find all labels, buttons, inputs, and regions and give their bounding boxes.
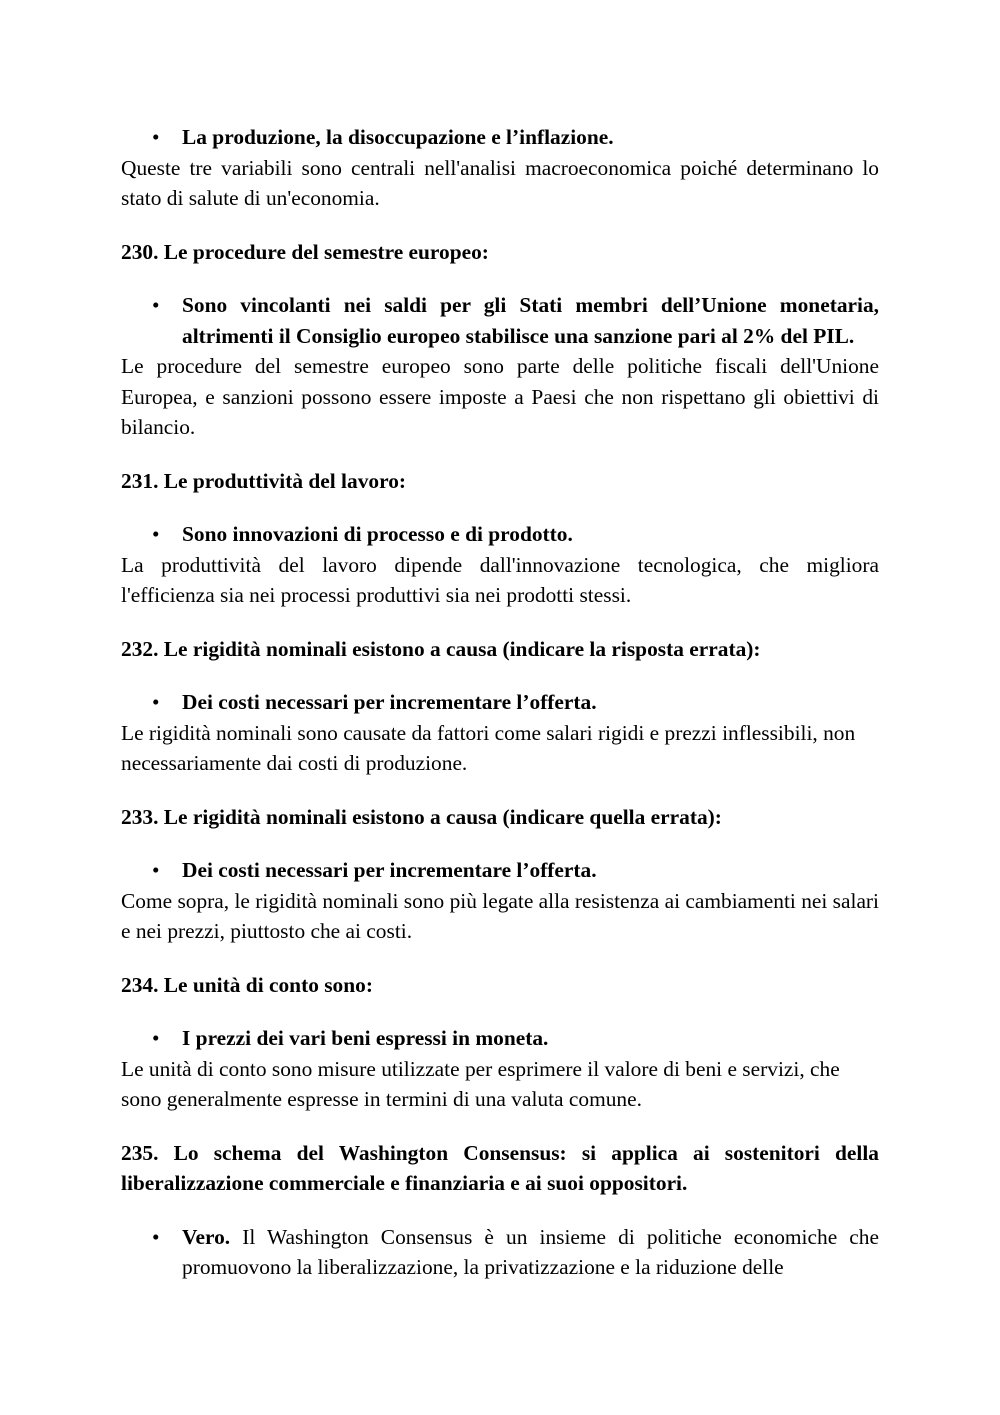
question-234: 234. Le unità di conto sono: <box>121 972 373 997</box>
question-230: 230. Le procedure del semestre europeo: <box>121 239 489 264</box>
answer-item-232 <box>121 687 879 718</box>
bullet-icon: • <box>152 1224 160 1249</box>
bullet-icon: • <box>152 690 160 714</box>
question-231: 231. Le produttività del lavoro: <box>121 468 407 493</box>
explanation-232: Le rigidità nominali sono causate da fattori come salari rigidi e prezzi inflessibili, non necessariamente dai costi di produzione. <box>121 720 856 775</box>
answer-text: Dei costi necessari per incrementare l’offerta. <box>182 690 597 714</box>
question-232: 232. Le rigidità nominali esistono a causa (indicare la risposta errata): <box>121 636 761 661</box>
answer-item-235 <box>121 1222 879 1283</box>
bullet-icon: • <box>152 858 160 882</box>
answer-item-intro <box>121 122 879 153</box>
answer-text: Sono innovazioni di processo e di prodotto. <box>182 522 573 546</box>
document-body <box>121 122 879 1283</box>
explanation-235: Il Washington Consensus è un insieme di politiche economiche che promuovono la liberalizzazione, la privatizzazione e la riduzione delle <box>182 1224 879 1279</box>
answer-item-234 <box>121 1023 879 1054</box>
explanation-intro: Queste tre variabili sono centrali nell'analisi macroeconomica poiché determinano lo stato di salute di un'economia. <box>121 155 879 210</box>
answer-item-233 <box>121 855 879 886</box>
explanation-231: La produttività del lavoro dipende dall'innovazione tecnologica, che migliora l'efficienza sia nei processi produttivi sia nei prodotti stessi. <box>121 552 879 607</box>
explanation-230: Le procedure del semestre europeo sono parte delle politiche fiscali dell'Unione Europea, e sanzioni possono essere imposte a Paesi che non rispettano gli obiettivi di bilancio. <box>121 354 879 439</box>
bullet-icon: • <box>152 522 160 546</box>
answer-text: I prezzi dei vari beni espressi in moneta. <box>182 1026 549 1050</box>
bullet-icon: • <box>152 1026 160 1050</box>
bullet-icon: • <box>152 293 160 317</box>
answer-text: Vero. <box>182 1224 231 1249</box>
answer-item-231 <box>121 519 879 550</box>
answer-text: La produzione, la disoccupazione e l’inflazione. <box>182 125 614 149</box>
answer-text: Dei costi necessari per incrementare l’offerta. <box>182 858 597 882</box>
question-235: 235. Lo schema del Washington Consensus: si applica ai sostenitori della liberalizzazione commerciale e finanziaria e ai suoi oppositori. <box>121 1140 879 1195</box>
explanation-234: Le unità di conto sono misure utilizzate per esprimere il valore di beni e servizi, che sono generalmente espresse in termini di una valuta comune. <box>121 1056 840 1111</box>
question-233: 233. Le rigidità nominali esistono a causa (indicare quella errata): <box>121 804 722 829</box>
bullet-icon: • <box>152 125 160 149</box>
answer-text: Sono vincolanti nei saldi per gli Stati membri dell’Unione monetaria, altrimenti il Consiglio europeo stabilisce una sanzione pari al 2% del PIL. <box>182 293 879 348</box>
explanation-233: Come sopra, le rigidità nominali sono più legate alla resistenza ai cambiamenti nei salari e nei prezzi, piuttosto che ai costi. <box>121 888 879 943</box>
answer-item-230 <box>121 290 879 351</box>
